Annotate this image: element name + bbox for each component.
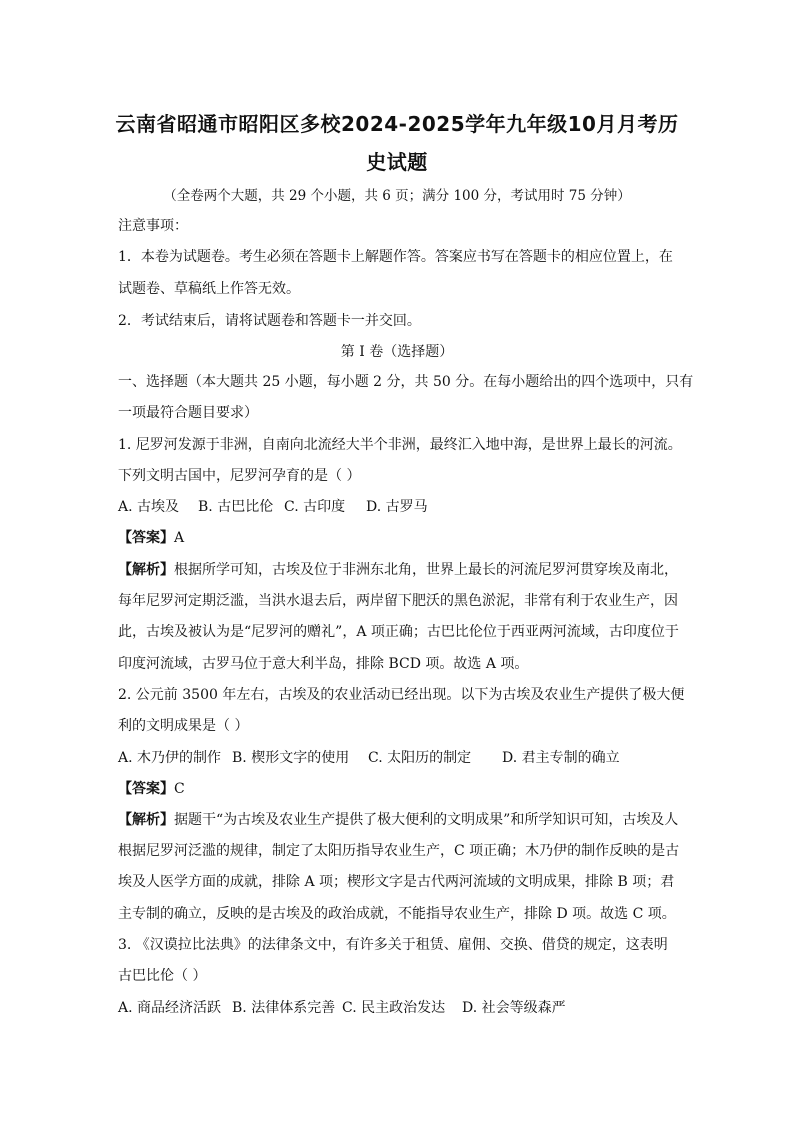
question-1-analysis-line4: 印度河流域，古罗马位于意大利半岛，排除 BCD 项。故选 A 项。 <box>118 656 529 672</box>
question-2-option-b: B. 楔形文字的使用 <box>232 750 350 766</box>
analysis-label: 【解析】 <box>118 812 174 828</box>
exam-title-line2: 史试题 <box>366 150 428 174</box>
notice-item-1-line1: 1．本卷为试题卷。考生必须在答题卡上解题作答。答案应书写在答题卡的相应位置上，在 <box>118 249 673 265</box>
question-2-stem-line1: 2. 公元前 3500 年左右，古埃及的农业活动已经出现。以下为古埃及农业生产提供了极大便 <box>118 687 685 703</box>
question-1-analysis-line2: 每年尼罗河定期泛滥，当洪水退去后，两岸留下肥沃的黑色淤泥，非常有利于农业生产，因 <box>118 593 678 609</box>
question-3-stem-line2: 古巴比伦（ ） <box>118 968 207 984</box>
part-heading-line2: 一项最符合题目要求） <box>118 405 258 421</box>
question-1-answer <box>118 528 184 548</box>
question-3-option-d: D. 社会等级森严 <box>462 1000 566 1016</box>
notice-heading: 注意事项： <box>118 218 188 234</box>
question-1-option-d: D. 古罗马 <box>366 499 428 515</box>
question-2-option-a: A. 木乃伊的制作 <box>118 750 222 766</box>
notice-item-2: 2．考试结束后，请将试题卷和答题卡一并交回。 <box>118 313 421 329</box>
question-1-stem-line2: 下列文明古国中，尼罗河孕育的是（ ） <box>118 468 361 484</box>
exam-info: （全卷两个大题，共 29 个小题，共 6 页；满分 100 分，考试用时 75 分钟） <box>163 188 631 204</box>
question-1-analysis-line1 <box>118 560 678 580</box>
question-3-option-c: C. 民主政治发达 <box>342 1000 446 1016</box>
part-heading-line1: 一、选择题（本大题共 25 小题，每小题 2 分，共 50 分。在每小题给出的四个选项中，只有 <box>118 374 694 390</box>
question-1-option-a: A. 古埃及 <box>118 499 180 515</box>
question-2-stem-line2: 利的文明成果是（ ） <box>118 718 249 734</box>
question-2-analysis-line3: 埃及人医学方面的成就，排除 A 项；楔形文字是古代两河流域的文明成果，排除 B 项；君 <box>118 874 675 890</box>
question-2-analysis-line1 <box>118 810 678 830</box>
notice-item-1-line2: 试题卷、草稿纸上作答无效。 <box>118 281 300 297</box>
answer-value: C <box>174 781 185 797</box>
answer-label: 【答案】 <box>118 781 174 797</box>
question-3-option-b: B. 法律体系完善 <box>232 1000 336 1016</box>
question-2-answer <box>118 779 185 799</box>
question-3-options <box>118 998 566 1018</box>
question-1-options <box>118 497 428 517</box>
question-2-options <box>118 748 620 768</box>
analysis-text: 据题干“为古埃及农业生产提供了极大便利的文明成果”和所学知识可知，古埃及人 <box>174 812 679 828</box>
question-3-option-a: A. 商品经济活跃 <box>118 1000 222 1016</box>
question-1-stem-line1: 1. 尼罗河发源于非洲，自南向北流经大半个非洲，最终汇入地中海，是世界上最长的河流。 <box>118 437 682 453</box>
question-2-option-c: C. 太阳历的制定 <box>368 750 472 766</box>
question-3-stem-line1: 3. 《汉谟拉比法典》的法律条文中，有许多关于租赁、雇佣、交换、借贷的规定，这表明 <box>118 937 668 953</box>
volume-title: 第 I 卷（选择题） <box>340 344 454 360</box>
answer-label: 【答案】 <box>118 530 174 546</box>
question-1-analysis-line3: 此，古埃及被认为是“尼罗河的赠礼”，A 项正确；古巴比伦位于西亚两河流域，古印度位于 <box>118 624 679 640</box>
question-2-analysis-line2: 根据尼罗河泛滥的规律，制定了太阳历指导农业生产，C 项正确；木乃伊的制作反映的是古 <box>118 843 680 859</box>
question-2-option-d: D. 君主专制的确立 <box>502 750 620 766</box>
question-2-analysis-line4: 主专制的确立，反映的是古埃及的政治成就，不能指导农业生产，排除 D 项。故选 C 项。 <box>118 906 676 922</box>
analysis-text: 根据所学可知，古埃及位于非洲东北角，世界上最长的河流尼罗河贯穿埃及南北， <box>174 562 678 578</box>
question-1-option-b: B. 古巴比伦 <box>198 499 274 515</box>
answer-value: A <box>174 530 185 546</box>
question-1-option-c: C. 古印度 <box>284 499 346 515</box>
exam-title-line1: 云南省昭通市昭阳区多校2024-2025学年九年级10月月考历 <box>115 112 679 136</box>
analysis-label: 【解析】 <box>118 562 174 578</box>
